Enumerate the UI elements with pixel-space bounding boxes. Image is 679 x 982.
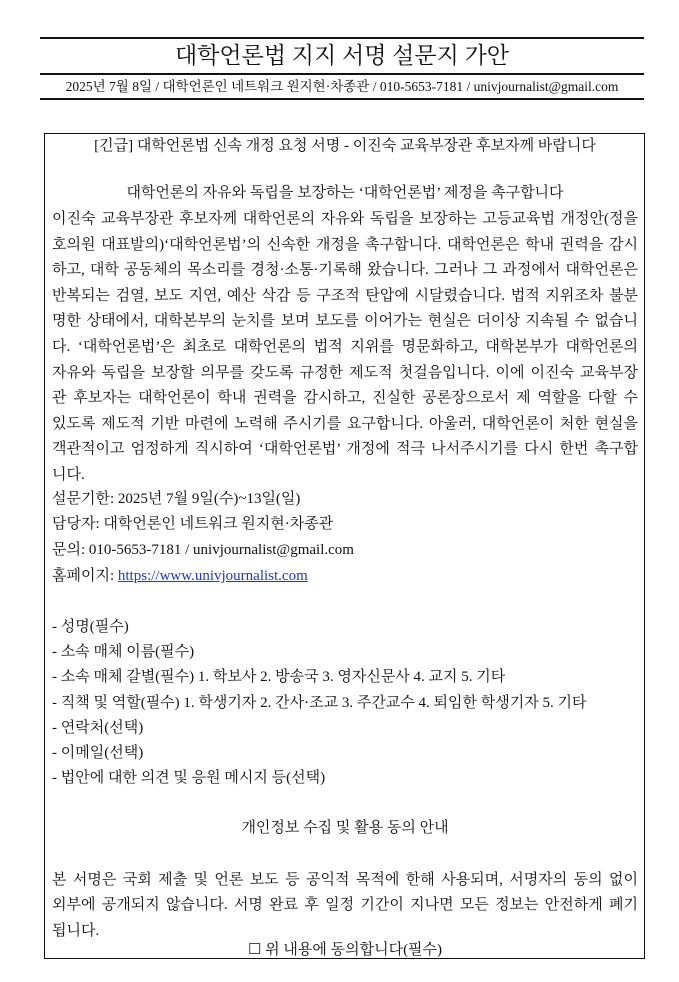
body-line: 반복되는 검열, 보도 지연, 예산 삭감 등 구조적 탄압에 시달렸습니다. 법적 지위조차 불분 [52,287,638,304]
consent-checkbox[interactable]: ☐ [247,942,262,958]
body-line: 관 후보자는 대학언론이 학내 권력을 감시하고, 진실한 공론장으로서 제 역할을 다할 수 [52,390,638,407]
body-line: 호의원 대표발의)‘대학언론법’의 신속한 개정을 촉구합니다. 대학언론은 학내 권력을 감시 [52,236,638,253]
field-item: - 이메일(선택) [52,745,144,761]
field-item: - 소속 매체 이름(필수) [52,644,195,661]
privacy-line: 외부에 공개되지 않습니다. 서명 완료 후 일정 기간이 지나면 모든 정보는 안전하게 폐기 [52,897,638,914]
privacy-title: 개인정보 수집 및 활용 동의 안내 [241,820,449,836]
field-item: - 법안에 대한 의견 및 응원 메시지 등(선택) [52,770,326,787]
petition-heading: [긴급] 대학언론법 신속 개정 요청 서명 - 이진숙 교육부장관 후보자께 바랍니다 [94,138,596,154]
body-line: 다. ‘대학언론법’은 최초로 대학언론의 법적 지위를 명문화하고, 대학본부가 대학언론의 [52,339,638,355]
privacy-line: 본 서명은 국회 제출 및 언론 보도 등 공익적 목적에 한해 사용되며, 서명자의 동의 없이 [52,872,638,888]
field-item: - 소속 매체 갈별(필수) 1. 학보사 2. 방송국 3. 영자신문사 4. 교지 5. 기타 [52,669,506,686]
top-rule [40,37,644,39]
field-item: - 직책 및 역할(필수) 1. 학생기자 2. 간사·조교 3. 주간교수 4. 퇴임한 학생기자 5. 기타 [52,694,587,711]
contact-person: 담당자: 대학언론인 네트워크 원지현·차종관 [52,516,334,532]
consent-row [52,939,638,961]
field-item: - 성명(필수) [52,619,129,635]
page-title: 대학언론법 지지 서명 설문지 가안 [174,43,510,68]
body-line: 니다. [52,467,85,483]
body-line: 명한 상태에서, 대학본부의 눈치를 보며 보도를 이어가는 현실은 더이상 지속될 수 없습니 [52,313,638,330]
homepage [52,565,638,587]
homepage-link[interactable]: https://www.univjournalist.com [117,568,308,584]
privacy-line: 됩니다. [52,922,100,939]
body-line: 하고, 대학 공동체의 목소리를 경청·소통·기록해 왔습니다. 그러나 그 과정에서 대학언론은 [52,262,638,279]
body-line: 있도록 제도적 기반 마련에 노력해 주시기를 요구합니다. 아울러, 대학언론이 처한 현실을 [52,415,638,432]
petition-subheading: 대학언론의 자유와 독립을 보장하는 ‘대학언론법’ 제정을 촉구합니다 [126,185,564,201]
title-rule [40,73,644,75]
survey-period: 설문기한: 2025년 7월 9일(수)~13일(일) [52,491,301,507]
document-subtitle: 2025년 7월 8일 / 대학언론인 네트워크 원지현·차종관 / 010-5653-7181 / univjournalist@gmail.com [65,79,619,94]
subtitle-rule [40,98,644,100]
homepage-label: 홈페이지: [52,568,118,584]
body-line: 자유와 독립을 보장할 의무를 갖도록 규정한 제도적 첫걸음입니다. 이에 이진숙 교육부장 [52,364,638,381]
field-item: - 연락처(선택) [52,719,144,736]
body-line: 객관적이고 엄정하게 직시하여 ‘대학언론법’ 개정에 적극 나서주시기를 다시 한번 촉구합 [52,441,638,458]
body-line: 이진숙 교육부장관 후보자께 대학언론의 자유와 독립을 보장하는 고등교육법 개정안(정을 [52,211,638,227]
inquiry-contact: 문의: 010-5653-7181 / univjournalist@gmail.com [52,542,354,558]
consent-label: 위 내용에 동의합니다(필수) [265,942,443,958]
